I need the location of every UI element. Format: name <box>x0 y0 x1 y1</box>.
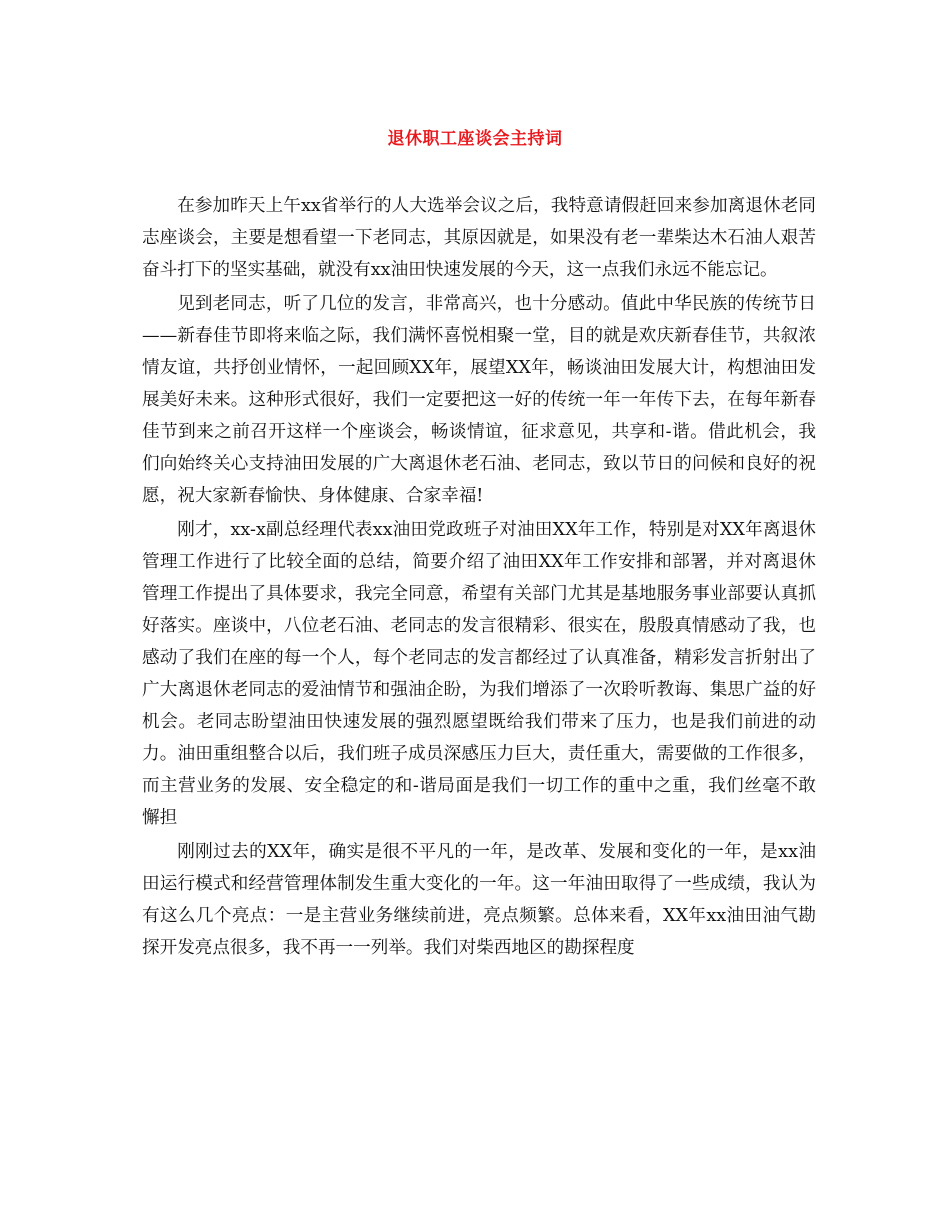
paragraph-4: 刚刚过去的XX年，确实是很不平凡的一年，是改革、发展和变化的一年，是xx油田运行模式和经营管理体制发生重大变化的一年。这一年油田取得了一些成绩，我认为有这么几个亮点：一是主营业务继续前进，亮点频繁。总体来看，XX年xx油田油气勘探开发亮点很多，我不再一一列举。我们对柴西地区的勘探程度 <box>142 842 816 958</box>
document-title: 退休职工座谈会主持词 <box>387 129 563 149</box>
paragraph-1: 在参加昨天上午xx省举行的人大选举会议之后，我特意请假赶回来参加离退休老同志座谈会，主要是想看望一下老同志，其原因就是，如果没有老一辈柴达木石油人艰苦奋斗打下的坚实基础，就没有xx油田快速发展的今天，这一点我们永远不能忘记。 <box>142 196 816 280</box>
document-body <box>142 190 816 966</box>
paragraph-2: 见到老同志，听了几位的发言，非常高兴，也十分感动。值此中华民族的传统节日——新春佳节即将来临之际，我们满怀喜悦相聚一堂，目的就是欢庆新春佳节，共叙浓情友谊，共抒创业情怀，一起回顾XX年，展望XX年，畅谈油田发展大计，构想油田发展美好未来。这种形式很好，我们一定要把这一好的传统一年一年传下去，在每年新春佳节到来之前召开这样一个座谈会，畅谈情谊，征求意见，共享和-谐。借此机会，我们向始终关心支持油田发展的广大离退休老石油、老同志，致以节日的问候和良好的祝愿，祝大家新春愉快、身体健康、合家幸福! <box>142 294 816 506</box>
paragraph-3: 刚才，xx-x副总经理代表xx油田党政班子对油田XX年工作，特别是对XX年离退休管理工作进行了比较全面的总结，简要介绍了油田XX年工作安排和部署，并对离退休管理工作提出了具体要求，我完全同意，希望有关部门尤其是基地服务事业部要认真抓好落实。座谈中，八位老石油、老同志的发言很精彩、很实在，殷殷真情感动了我，也感动了我们在座的每一个人，每个老同志的发言都经过了认真准备，精彩发言折射出了广大离退休老同志的爱油情节和强油企盼，为我们增添了一次聆听教诲、集思广益的好机会。老同志盼望油田快速发展的强烈愿望既给我们带来了压力，也是我们前进的动力。油田重组整合以后，我们班子成员深感压力巨大，责任重大，需要做的工作很多，而主营业务的发展、安全稳定的和-谐局面是我们一切工作的重中之重，我们丝毫不敢懈担 <box>142 520 816 828</box>
